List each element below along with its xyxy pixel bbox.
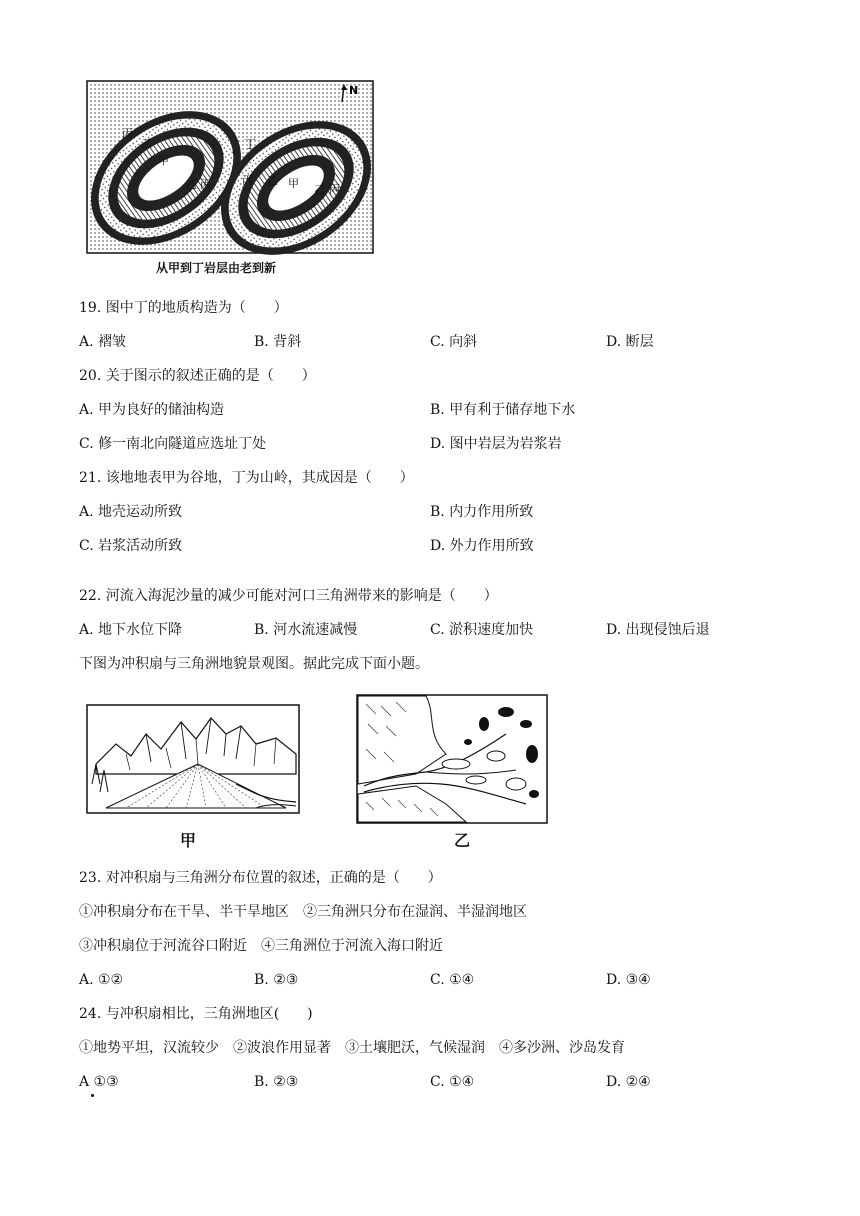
- fold-structure-diagram: [86, 80, 376, 280]
- q20-option-b[interactable]: B. 甲有利于储存地下水: [430, 402, 576, 418]
- q19-option-d[interactable]: D. 断层: [606, 334, 654, 350]
- question-24: 24. 与冲积扇相比，三角洲地区( ): [79, 1006, 313, 1022]
- figure1-caption: 从甲到丁岩层由老到新: [156, 261, 277, 275]
- alluvial-fan-sketch: [86, 704, 302, 852]
- north-label: N: [349, 84, 359, 97]
- q24-statement-1: ①地势平坦，汉流较少 ②波浪作用显著 ③土壤肥沃，气候湿润 ④多沙洲、沙岛发育: [79, 1040, 625, 1056]
- delta-sketch: [356, 694, 550, 852]
- q21-option-a[interactable]: A. 地壳运动所致: [79, 504, 183, 520]
- fold-structure-figure: [86, 80, 376, 280]
- alluvial-fan-figure: [86, 704, 302, 852]
- q23-option-d[interactable]: D. ③④: [606, 972, 651, 988]
- q23-statement-1: ①冲积扇分布在干旱、半干旱地区 ②三角洲只分布在湿润、半湿润地区: [79, 904, 527, 920]
- question-23: 23. 对冲积扇与三角洲分布位置的叙述，正确的是（ ）: [79, 870, 442, 886]
- q22-option-b[interactable]: B. 河水流速减慢: [254, 622, 358, 638]
- q22-option-d[interactable]: D. 出现侵蚀后退: [606, 622, 710, 638]
- q21-option-b[interactable]: B. 内力作用所致: [430, 504, 534, 520]
- label-yi-4: 乙: [314, 183, 325, 196]
- stray-dot: [91, 1094, 94, 1097]
- q22-option-a[interactable]: A. 地下水位下降: [79, 622, 183, 638]
- question-22: 22. 河流入海泥沙量的减少可能对河口三角洲带来的影响是（ ）: [79, 588, 498, 604]
- question-19: 19. 图中丁的地质构造为（ ）: [79, 300, 288, 316]
- question-20: 20. 关于图示的叙述正确的是（ ）: [79, 368, 316, 384]
- label-bing-4: 丙: [329, 183, 340, 196]
- label-ding: 丁: [244, 137, 257, 151]
- q23-statement-2: ③冲积扇位于河流谷口附近 ④三角洲位于河流入海口附近: [79, 938, 443, 954]
- q24-option-b[interactable]: B. ②③: [254, 1074, 299, 1090]
- q20-option-d[interactable]: D. 图中岩层为岩浆岩: [430, 436, 562, 452]
- label-yi-3: 乙: [267, 174, 278, 187]
- figure2-label-left: 甲: [180, 831, 197, 850]
- q21-option-c[interactable]: C. 岩浆活动所致: [79, 538, 183, 554]
- q21-option-d[interactable]: D. 外力作用所致: [430, 538, 534, 554]
- figure2-label-right: 乙: [454, 831, 471, 850]
- q24-option-a[interactable]: A ①③: [79, 1074, 119, 1090]
- q23-option-b[interactable]: B. ②③: [254, 972, 299, 988]
- label-yi-1: 乙: [141, 137, 152, 150]
- q20-option-c[interactable]: C. 修一南北向隧道应选址丁处: [79, 436, 267, 452]
- question-21: 21. 该地地表甲为谷地，丁为山岭，其成因是（ ）: [79, 470, 414, 486]
- q19-option-c[interactable]: C. 向斜: [430, 334, 478, 350]
- label-jia-1: 甲: [158, 154, 169, 167]
- intro-figure2: 下图为冲积扇与三角洲地貌景观图。据此完成下面小题。: [79, 656, 429, 672]
- label-bing-1: 丙: [122, 127, 133, 140]
- q19-option-a[interactable]: A. 褶皱: [79, 334, 127, 350]
- label-jia-2: 甲: [288, 177, 299, 190]
- q20-option-a[interactable]: A. 甲为良好的储油构造: [79, 402, 225, 418]
- label-bing-3: 丙: [242, 174, 253, 187]
- q24-option-c[interactable]: C. ①④: [430, 1074, 475, 1090]
- q23-option-c[interactable]: C. ①④: [430, 972, 475, 988]
- q23-option-a[interactable]: A. ①②: [79, 972, 124, 988]
- label-bing-2: 丙: [200, 178, 211, 191]
- label-yi-2: 乙: [186, 178, 197, 191]
- q24-option-d[interactable]: D. ②④: [606, 1074, 651, 1090]
- q22-option-c[interactable]: C. 淤积速度加快: [430, 622, 534, 638]
- q19-option-b[interactable]: B. 背斜: [254, 334, 302, 350]
- delta-figure: [356, 694, 550, 852]
